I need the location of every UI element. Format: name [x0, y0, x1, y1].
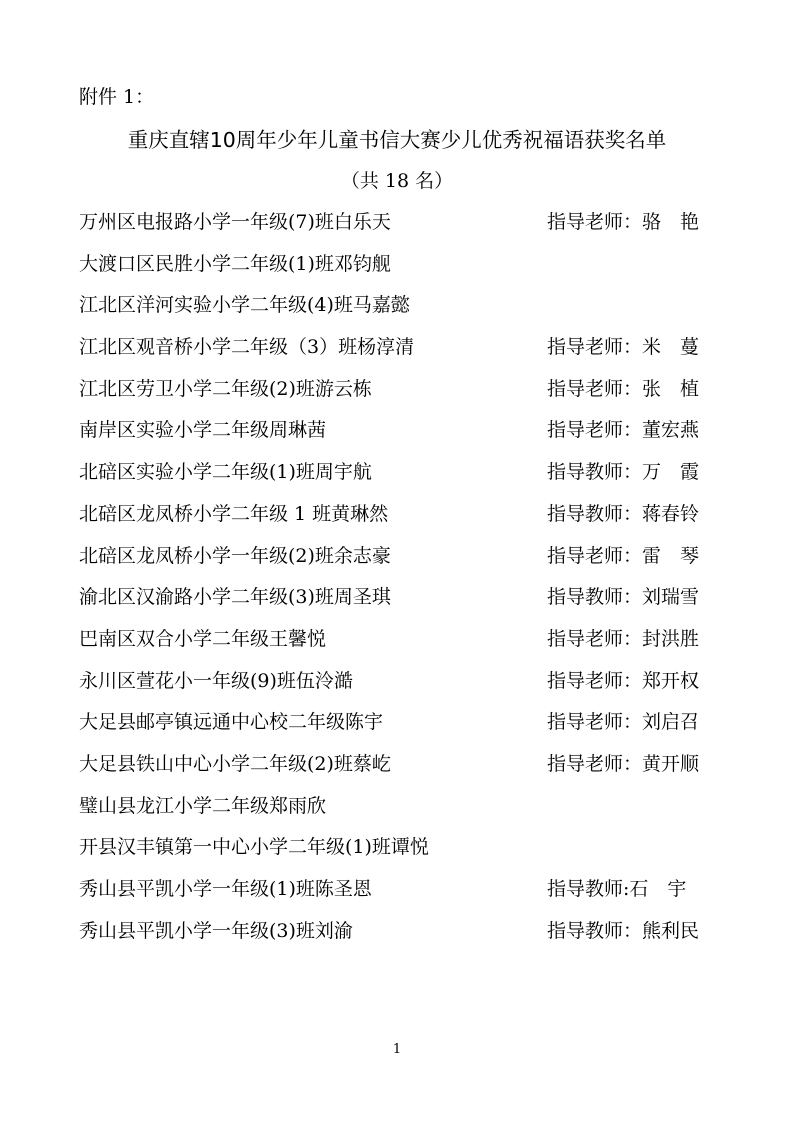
list-item: [79, 542, 719, 584]
student-entry: 江北区观音桥小学二年级（3）班杨淳清: [79, 336, 415, 359]
list-item: [79, 375, 719, 417]
teacher-entry: 指导老师：刘启召: [547, 711, 700, 734]
teacher-entry: 指导老师：黄开顺: [547, 752, 700, 775]
list-item: [79, 208, 719, 250]
list-item: [79, 750, 719, 792]
student-entry: 江北区劳卫小学二年级(2)班游云栋: [79, 377, 372, 400]
student-entry: 南岸区实验小学二年级周琳茜: [79, 419, 327, 442]
teacher-entry: 指导老师：米 蔓: [547, 336, 700, 359]
list-item: [79, 458, 719, 500]
teacher-entry: 指导老师：张 植: [547, 377, 700, 400]
list-item: [79, 250, 719, 292]
teacher-entry: 指导老师：郑开权: [547, 669, 700, 692]
student-entry: 大渡口区民胜小学二年级(1)班邓钧舰: [79, 252, 391, 275]
student-entry: 璧山县龙江小学二年级郑雨欣: [79, 794, 327, 817]
list-item: [79, 875, 719, 917]
student-entry: 北碚区龙凤桥小学二年级 1 班黄琳然: [79, 502, 389, 525]
student-entry: 万州区电报路小学一年级(7)班白乐天: [79, 211, 391, 233]
teacher-entry: 指导老师：骆 艳: [547, 211, 700, 233]
student-entry: 江北区洋河实验小学二年级(4)班马嘉懿: [79, 294, 410, 317]
teacher-entry: 指导教师：万 霞: [547, 461, 700, 484]
list-item: [79, 667, 719, 709]
list-item: [79, 833, 719, 875]
student-entry: 北碚区实验小学二年级(1)班周宇航: [79, 461, 372, 484]
teacher-entry: 指导教师：熊利民: [547, 919, 700, 942]
student-entry: 秀山县平凯小学一年级(3)班刘渝: [79, 919, 353, 942]
teacher-entry: 指导老师：封洪胜: [547, 627, 700, 650]
list-item: [79, 291, 719, 333]
teacher-entry: 指导老师：雷 琴: [547, 544, 700, 567]
winner-list: [79, 208, 719, 958]
list-item: [79, 708, 719, 750]
student-entry: 大足县铁山中心小学二年级(2)班蔡屹: [79, 752, 391, 775]
list-item: [79, 500, 719, 542]
list-item: [79, 583, 719, 625]
teacher-entry: 指导教师：刘瑞雪: [547, 586, 700, 609]
list-item: [79, 917, 719, 959]
list-item: [79, 792, 719, 834]
teacher-entry: 指导教师:石 宇: [547, 878, 687, 900]
page-title: 重庆直辖10周年少年儿童书信大赛少儿优秀祝福语获奖名单: [127, 128, 667, 152]
student-entry: 秀山县平凯小学一年级(1)班陈圣恩: [79, 878, 372, 900]
student-entry: 永川区萱花小一年级(9)班伍泠澔: [79, 669, 353, 692]
page-number: 1: [392, 1042, 402, 1057]
student-entry: 北碚区龙凤桥小学一年级(2)班余志豪: [79, 544, 391, 567]
teacher-entry: 指导老师：董宏燕: [547, 419, 700, 442]
attachment-label: 附件 1：: [79, 86, 155, 108]
student-entry: 大足县邮亭镇远通中心校二年级陈宇: [79, 711, 384, 734]
student-entry: 渝北区汉渝路小学二年级(3)班周圣琪: [79, 586, 391, 609]
winner-count: （共 18 名）: [340, 170, 454, 192]
student-entry: 开县汉丰镇第一中心小学二年级(1)班谭悦: [79, 836, 429, 859]
list-item: [79, 333, 719, 375]
list-item: [79, 416, 719, 458]
teacher-entry: 指导教师：蒋春铃: [547, 502, 700, 525]
student-entry: 巴南区双合小学二年级王馨悦: [79, 627, 327, 650]
list-item: [79, 625, 719, 667]
